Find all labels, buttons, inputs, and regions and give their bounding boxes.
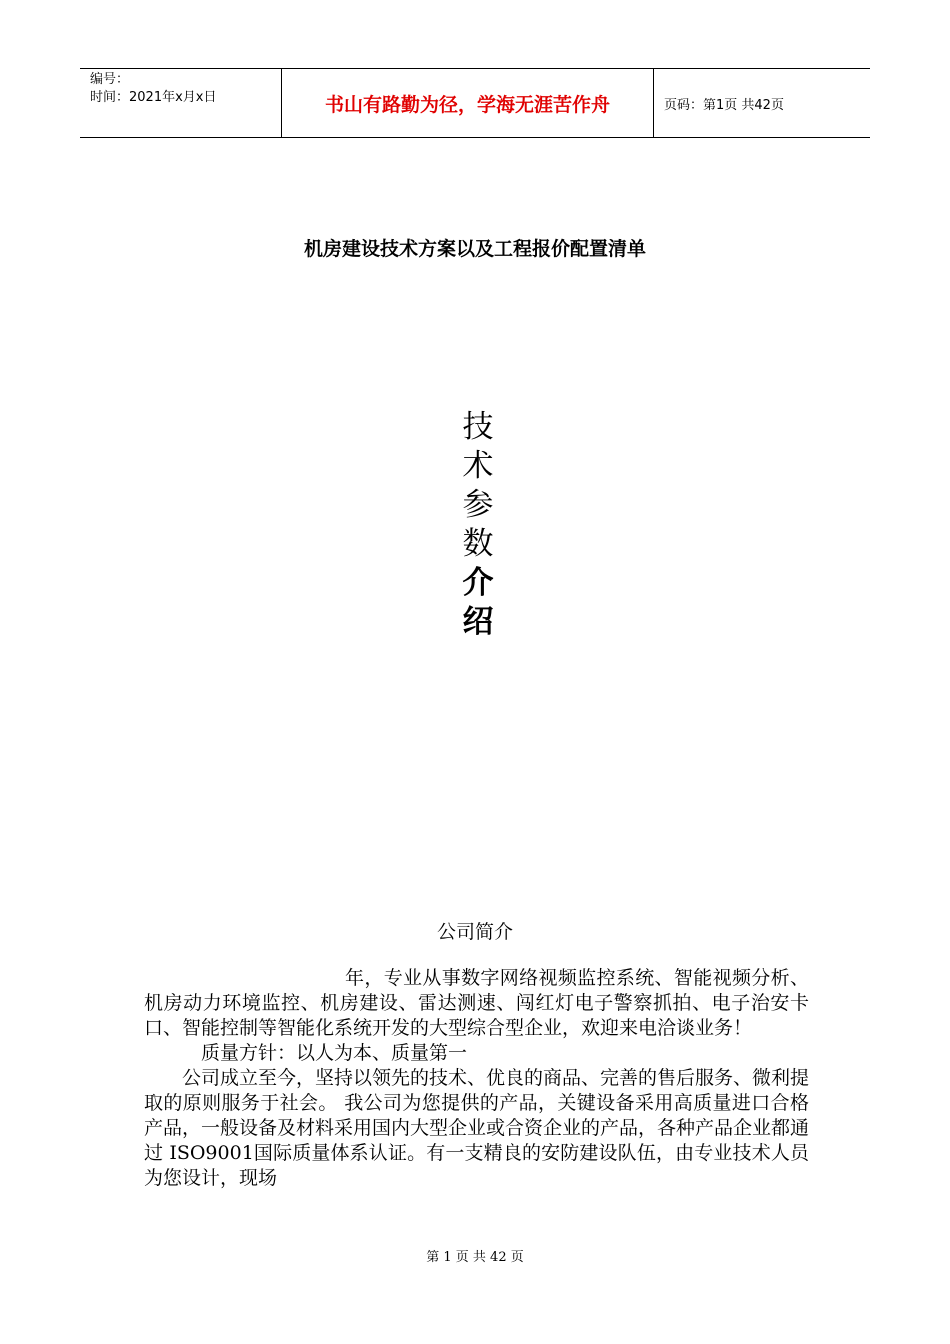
header-page-info: 页码：第1页 共42页 (664, 97, 784, 113)
header-table (80, 68, 870, 138)
vertical-char: 术 (462, 448, 494, 484)
section-title: 公司简介 (436, 921, 513, 943)
paragraph: 质量方针：以人为本、质量第一 (201, 1042, 468, 1064)
document-title: 机房建设技术方案以及工程报价配置清单 (303, 238, 646, 260)
time-label: 时间：2021年x月x日 (90, 90, 217, 105)
vertical-char: 参 (462, 487, 494, 523)
vertical-char: 绍 (462, 604, 494, 640)
paragraph: 年，专业从事数字网络视频监控系统、智能视频分析、机房动力环境监控、机房建设、雷达测速、闯红灯电子警察抓拍、电子治安卡口、智能控制等智能化系统开发的大型综合型企业，欢迎来电洽谈业务！ (144, 967, 809, 1039)
vertical-char: 数 (462, 526, 494, 562)
page-footer: 第 1 页 共 42 页 (426, 1250, 524, 1265)
vertical-char: 介 (462, 565, 494, 601)
header-motto: 书山有路勤为径，学海无涯苦作舟 (282, 69, 654, 137)
paragraph: 公司成立至今，坚持以领先的技术、优良的商品、完善的售后服务、微利提取的原则服务于社会。 我公司为您提供的产品，关键设备采用高质量进口合格产品，一般设备及材料采用国内大型企业或合资企业的产品，各种产品企业都通过 ISO9001国际质量体系认证。有一支精良的安防建设队伍，由专业技术人员为您设计，现场 (144, 1067, 810, 1189)
vertical-heading (458, 408, 498, 642)
number-label: 编号： (90, 72, 130, 87)
body-text (144, 966, 809, 1191)
vertical-char: 技 (462, 409, 494, 445)
header-meta-cell (80, 69, 282, 137)
